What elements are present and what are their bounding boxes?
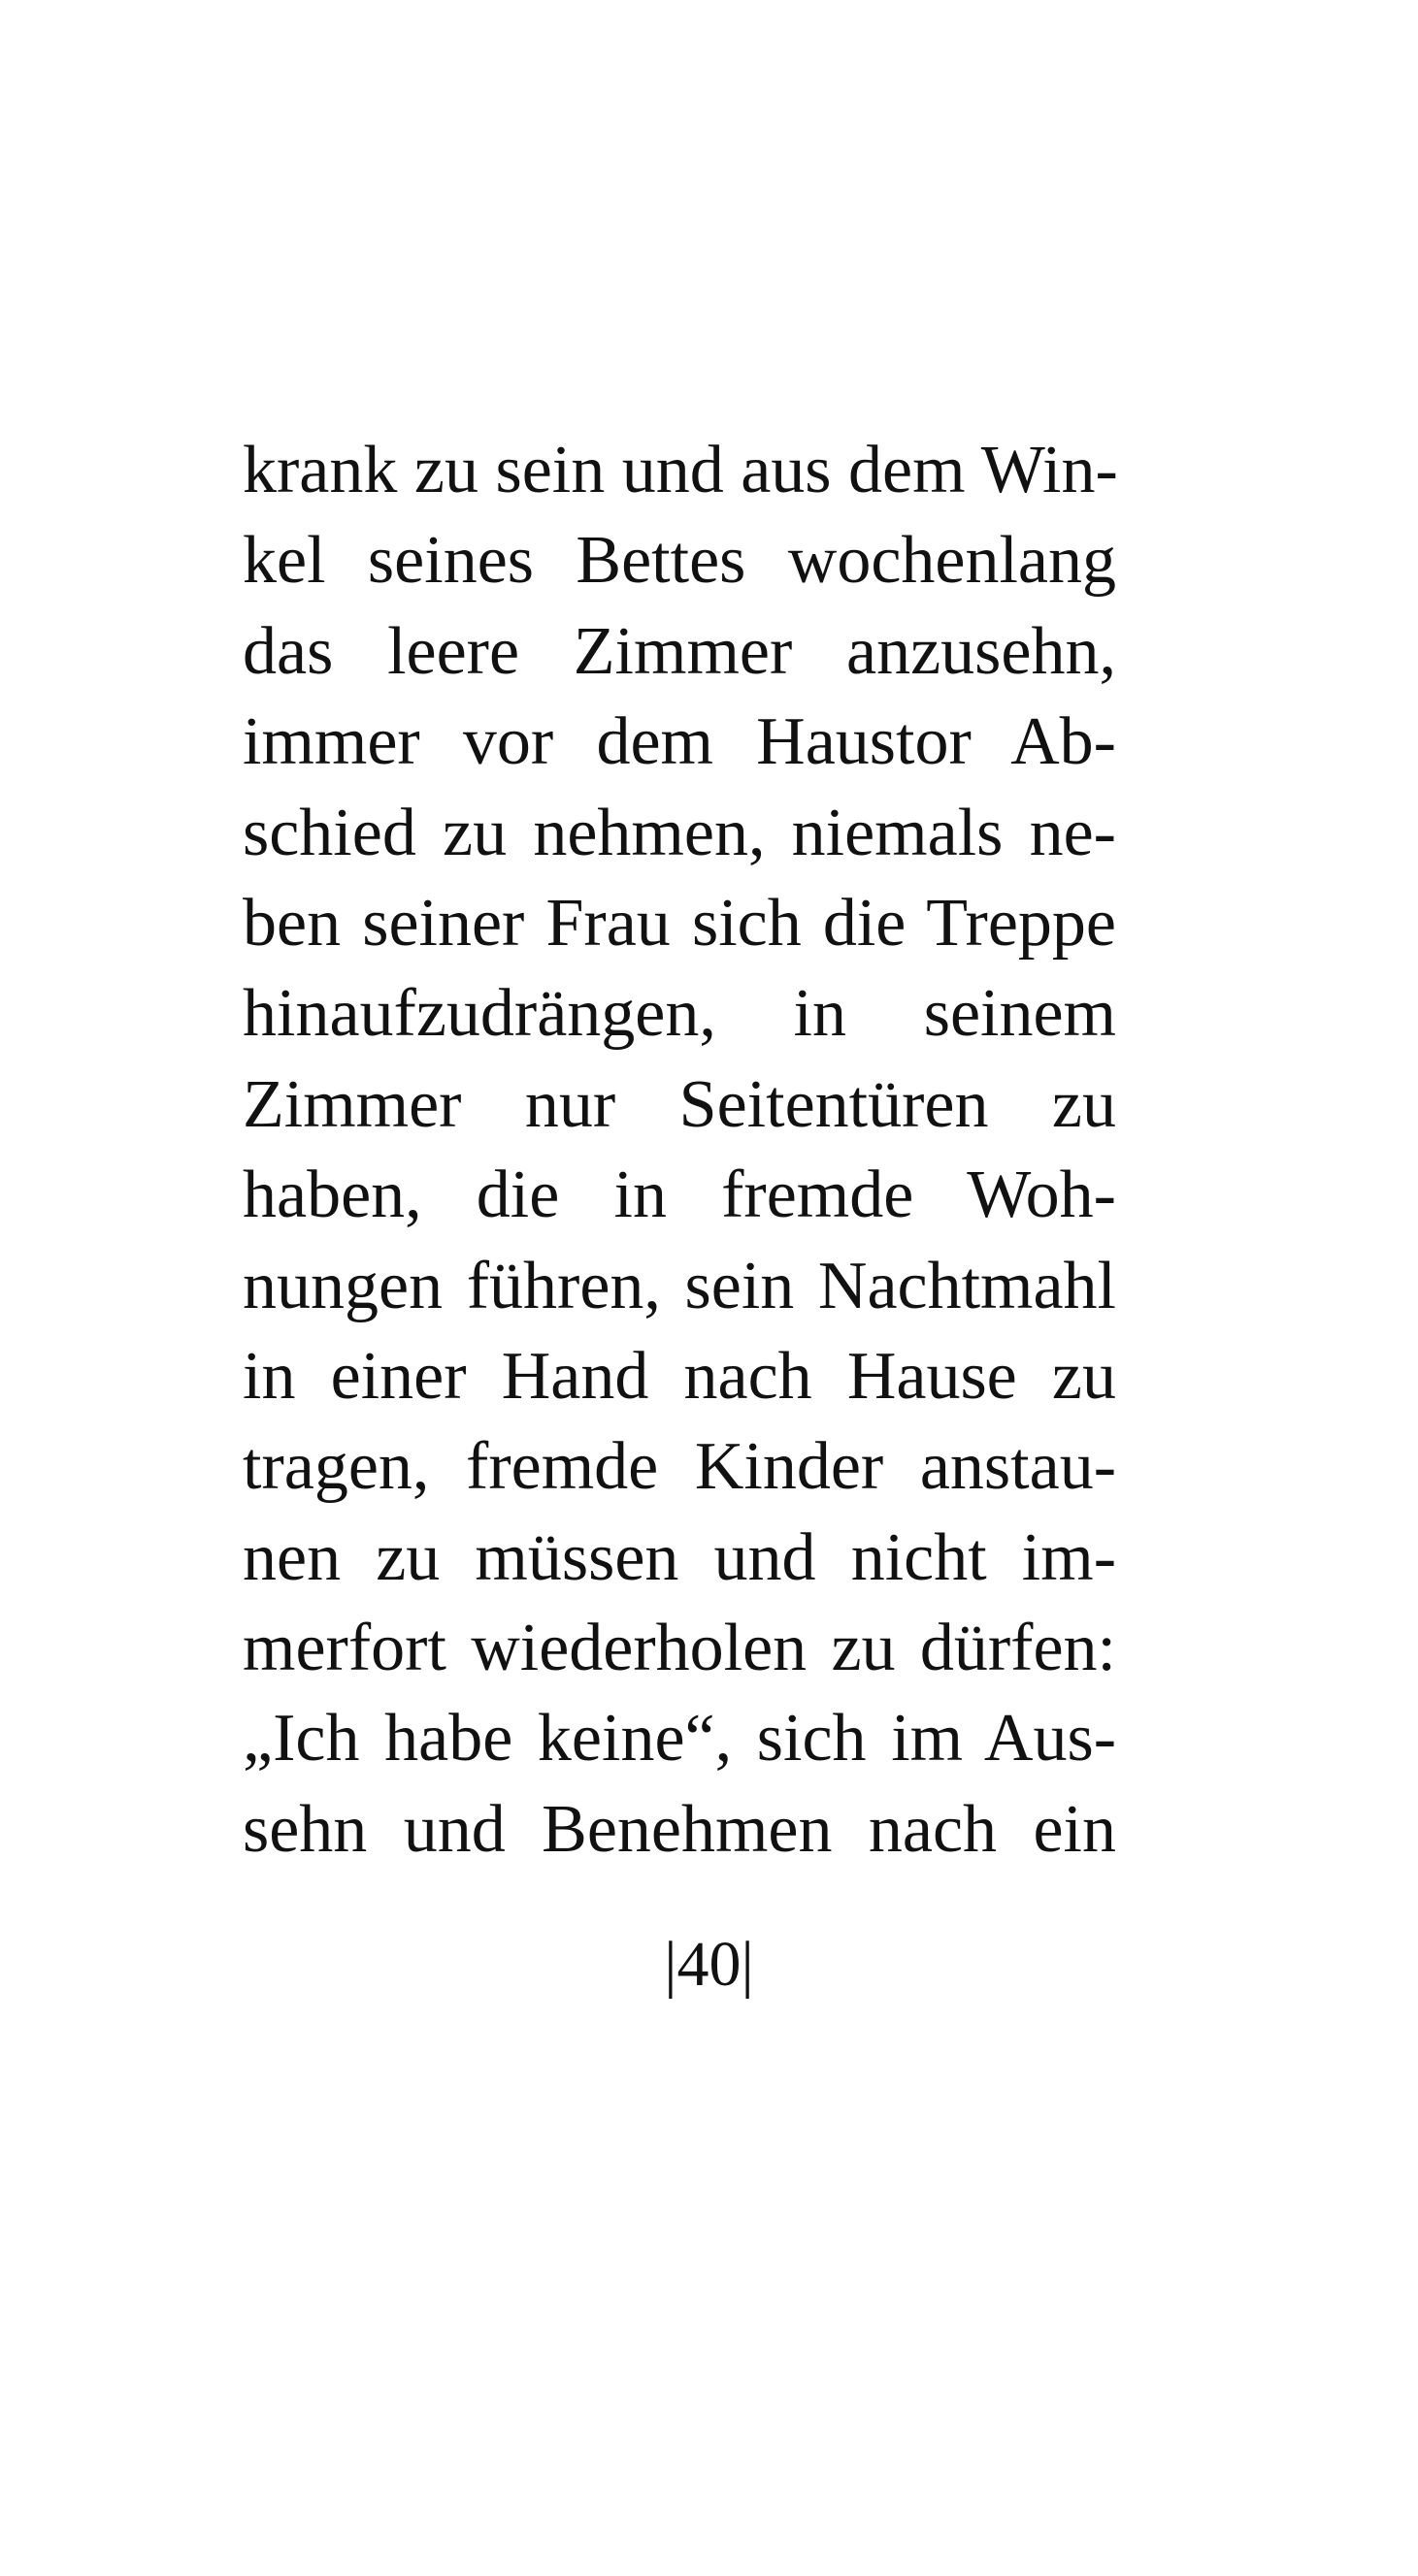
text-line: immer vor dem Haustor Ab- (243, 704, 1116, 780)
text-line: merfort wiederholen zu dürfen: (243, 1611, 1116, 1686)
text-line: krank zu sein und aus dem Win- (243, 433, 1118, 507)
body-text (243, 425, 1116, 1875)
text-line: „Ich habe keine“, sich im Aus- (243, 1701, 1116, 1777)
text-line: in einer Hand nach Hause zu (243, 1338, 1116, 1414)
text-line: hinaufzudrängen, in seinem (243, 976, 1116, 1052)
text-line: nen zu müssen und nicht im- (243, 1519, 1116, 1595)
text-line: kel seines Bettes wochenlang (243, 523, 1116, 599)
text-line: Zimmer nur Seitentüren zu (243, 1066, 1116, 1142)
text-line: haben, die in fremde Woh- (243, 1158, 1116, 1233)
text-line: das leere Zimmer anzusehn, (243, 613, 1116, 689)
text-line: tragen, fremde Kinder anstau- (243, 1429, 1116, 1505)
text-line: nungen führen, sein Nachtmahl (243, 1248, 1116, 1323)
text-line: sehn und Benehmen nach ein (243, 1791, 1116, 1867)
page-number: |40| (664, 1929, 754, 2000)
text-line: schied zu nehmen, niemals ne- (243, 795, 1116, 870)
text-line: ben seiner Frau sich die Treppe (243, 885, 1116, 961)
